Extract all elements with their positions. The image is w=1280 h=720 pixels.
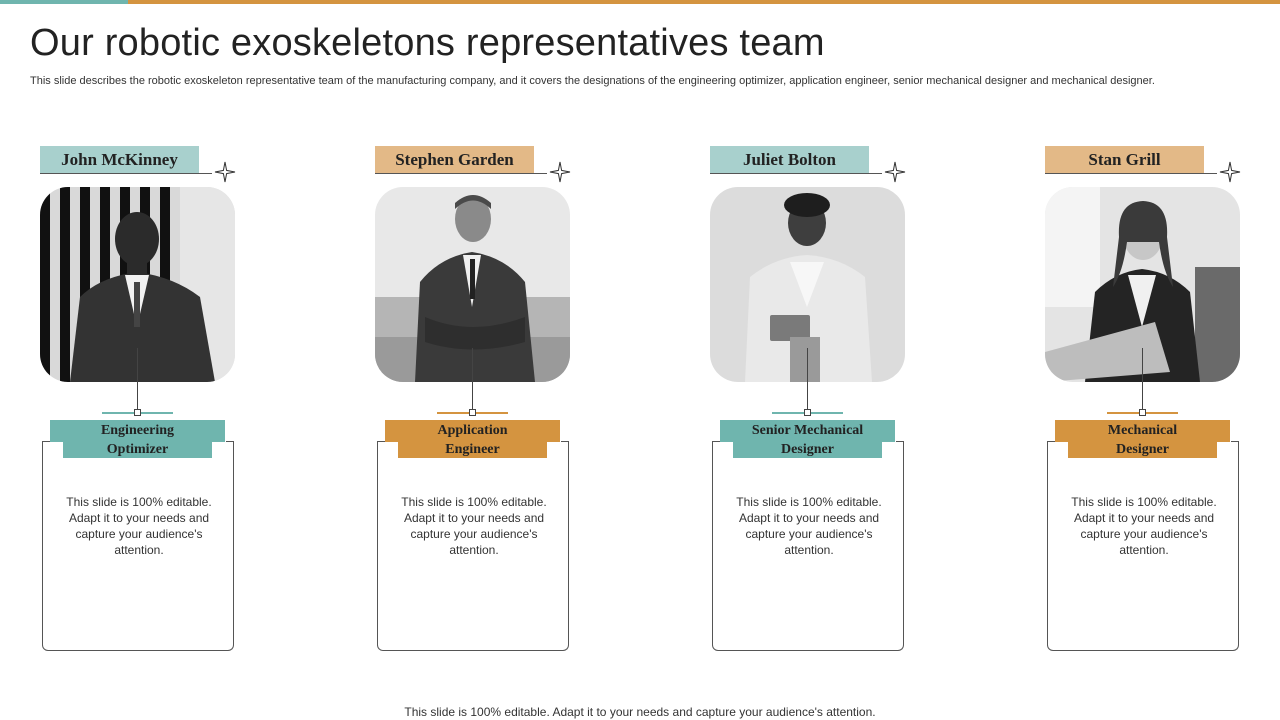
- role-line-2: Engineer: [445, 442, 500, 457]
- description-card: [712, 441, 904, 651]
- slide-title: Our robotic exoskeletons representatives team: [30, 22, 825, 64]
- member-name: John McKinney: [40, 146, 199, 174]
- slide-footer: This slide is 100% editable. Adapt it to your needs and capture your audience's attention.: [404, 705, 876, 719]
- sparkle-icon: [884, 161, 906, 183]
- name-underline: [375, 173, 547, 174]
- member-description: This slide is 100% editable. Adapt it to your needs and capture your audience's attention.: [401, 495, 547, 557]
- role-line-1: Engineering: [100, 423, 175, 438]
- name-underline: [710, 173, 882, 174]
- connector-line: [807, 348, 808, 410]
- team-member-card: [375, 146, 615, 656]
- sparkle-icon: [214, 161, 236, 183]
- name-underline: [40, 173, 212, 174]
- role-line-1: Mechanical: [1107, 423, 1178, 438]
- description-card: [1047, 441, 1239, 651]
- connector-line: [472, 348, 473, 410]
- member-description: This slide is 100% editable. Adapt it to your needs and capture your audience's attention.: [66, 495, 212, 557]
- role-line-2: Designer: [1116, 442, 1169, 457]
- connector-node: [469, 409, 476, 416]
- role-line-1: Senior Mechanical: [751, 423, 864, 438]
- member-name: Stephen Garden: [375, 146, 534, 174]
- sparkle-icon: [549, 161, 571, 183]
- connector-line: [137, 348, 138, 410]
- description-card: [377, 441, 569, 651]
- slide-subtitle: This slide describes the robotic exoskeleton representative team of the manufacturing company, and it covers the designations of the engineering optimizer, application engineer, senior mechanical designer and mechanical designer.: [30, 75, 1155, 87]
- connector-node: [1139, 409, 1146, 416]
- name-underline: [1045, 173, 1217, 174]
- role-line-2: Designer: [781, 442, 834, 457]
- member-name: Stan Grill: [1045, 146, 1204, 174]
- member-description: This slide is 100% editable. Adapt it to your needs and capture your audience's attention.: [1071, 495, 1217, 557]
- connector-node: [134, 409, 141, 416]
- team-member-card: [1045, 146, 1280, 656]
- top-accent-bar-teal: [0, 0, 128, 4]
- team-member-card: [40, 146, 280, 656]
- role-line-2: Optimizer: [106, 442, 169, 457]
- description-card: [42, 441, 234, 651]
- member-name: Juliet Bolton: [710, 146, 869, 174]
- role-line-1: Application: [437, 423, 508, 438]
- connector-line: [1142, 348, 1143, 410]
- connector-node: [804, 409, 811, 416]
- member-description: This slide is 100% editable. Adapt it to your needs and capture your audience's attention.: [736, 495, 882, 557]
- top-accent-bar-orange: [128, 0, 1280, 4]
- top-accent-bar: [0, 0, 1280, 4]
- sparkle-icon: [1219, 161, 1241, 183]
- team-member-card: [710, 146, 950, 656]
